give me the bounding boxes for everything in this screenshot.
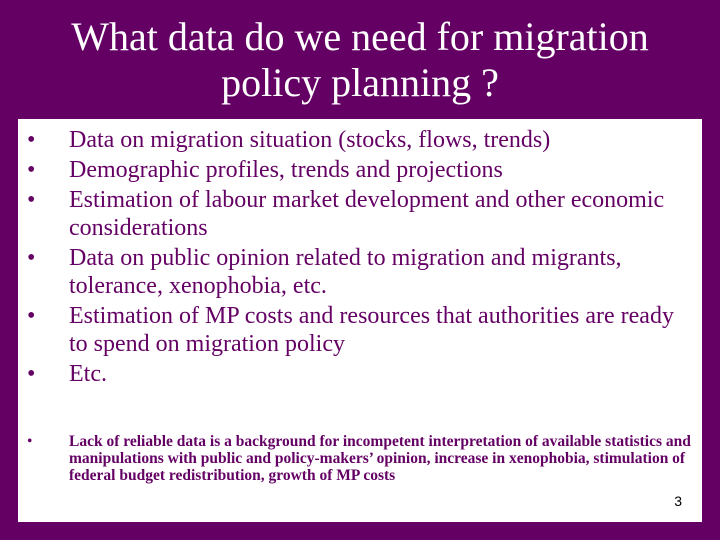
footnote-text: Lack of reliable data is a background for incompetent interpretation of available statistics and manipulations with public and policy-makers’ opinion, increase in xenophobia, stimulation of federal budget redistribution, growth of MP costs [69,433,691,484]
content-panel [18,119,702,522]
bullet-item-labour-market [18,186,702,242]
bullet-text: Data on migration situation (stocks, flows, trends) [69,127,551,153]
slide-title [0,14,720,106]
bullet-dot-icon: • [27,245,36,271]
bullet-item-mp-costs [18,302,702,358]
bullet-text: Estimation of labour market development and other economic considerations [69,187,665,241]
bullet-item-etc [18,360,702,388]
bullet-item-public-opinion [18,244,702,300]
bullet-text: Data on public opinion related to migration and migrants, tolerance, xenophobia, etc. [69,245,622,299]
bullet-text: Etc. [69,361,107,387]
slide-title-line-2: policy planning ? [221,60,499,105]
bullet-dot-icon: • [27,127,36,153]
bullet-text: Demographic profiles, trends and projections [69,157,503,183]
page-number: 3 [674,493,682,509]
bullet-dot-icon: • [27,187,36,213]
bullet-list [18,126,702,390]
bullet-dot-icon: • [27,303,36,329]
bullet-dot-icon: • [27,433,33,450]
bullet-item-migration-situation [18,126,702,154]
bullet-dot-icon: • [27,157,36,183]
bullet-text: Estimation of MP costs and resources that authorities are ready to spend on migration policy [69,303,674,357]
footnote-bullet [18,433,702,484]
slide-title-line-1: What data do we need for migration [71,14,649,59]
bullet-item-demographic-profiles [18,156,702,184]
bullet-dot-icon: • [27,361,36,387]
